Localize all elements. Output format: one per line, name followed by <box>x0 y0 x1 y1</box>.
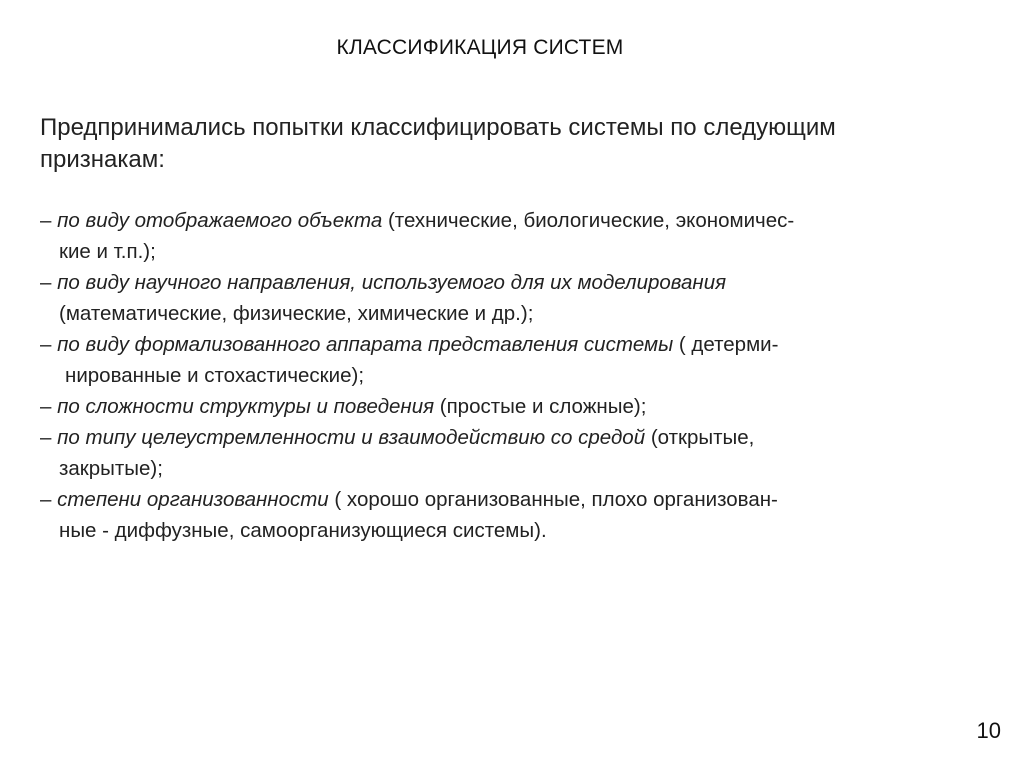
criteria-item <box>40 205 990 267</box>
criterion-continuation: (математические, физические, химические и др.); <box>59 302 534 325</box>
item-dash: – <box>40 271 58 294</box>
criteria-item <box>40 484 990 546</box>
criterion-continuation: нированные и стохастические); <box>65 364 365 387</box>
criterion-continuation: ные - диффузные, самоорганизующиеся системы). <box>59 519 547 542</box>
criterion-examples: (технические, биологические, экономичес- <box>382 209 795 232</box>
intro-line: Предпринимались попытки классифицировать системы по следующим <box>40 114 836 141</box>
criterion-examples: (простые и сложные); <box>434 395 647 418</box>
criterion-name: по типу целеустремленности и взаимодействию со средой <box>57 426 646 449</box>
criterion-examples: (открытые, <box>645 426 755 449</box>
criterion-examples: ( детерми- <box>673 333 779 356</box>
criterion-examples: ( хорошо организованные, плохо организован- <box>328 488 778 511</box>
item-dash: – <box>40 209 58 232</box>
slide-title: КЛАССИФИКАЦИЯ СИСТЕМ <box>336 36 624 59</box>
intro-paragraph <box>40 112 1000 176</box>
classification-criteria-list <box>40 205 990 546</box>
criteria-item <box>40 267 990 329</box>
criterion-name: по виду формализованного аппарата представления системы <box>57 333 674 356</box>
page-number: 10 <box>976 718 1001 743</box>
criterion-name: степени организованности <box>57 488 329 511</box>
criterion-name: по виду научного направления, используемого для их моделирования <box>57 271 727 294</box>
criterion-name: по виду отображаемого объекта <box>57 209 383 232</box>
item-dash: – <box>40 488 58 511</box>
criteria-item <box>40 422 990 484</box>
criteria-item <box>40 329 990 391</box>
criteria-item <box>40 391 990 422</box>
intro-line: признакам: <box>40 146 165 173</box>
criterion-continuation: закрытые); <box>59 457 163 480</box>
item-dash: – <box>40 426 58 449</box>
criterion-continuation: кие и т.п.); <box>59 240 156 263</box>
criterion-name: по сложности структуры и поведения <box>57 395 435 418</box>
item-dash: – <box>40 333 58 356</box>
item-dash: – <box>40 395 58 418</box>
